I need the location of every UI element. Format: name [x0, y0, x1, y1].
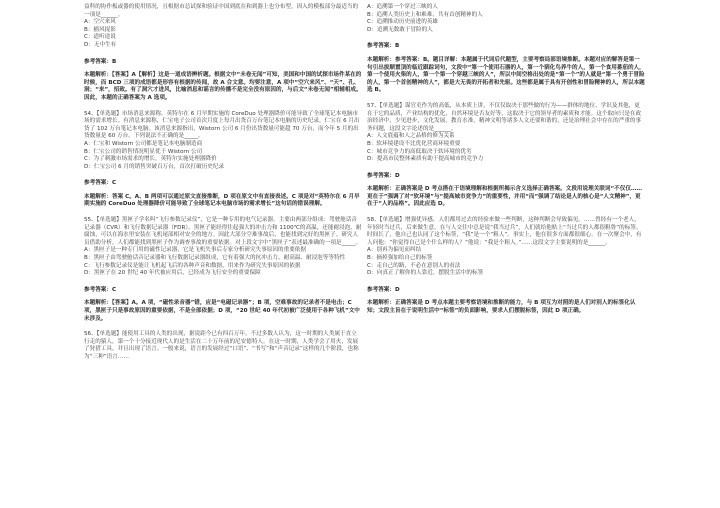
option-c: C：道听途说: [84, 34, 116, 41]
explanation: 本题解析：【答案】A。A 项，“磁性录音器”错，应是“电磁记录器”；B 项，空难事故的记录者不是电击；C 项，黑匣子只是事故原因的重要依据，不是全部依据；D 项，“20 世纪 40 年代初被广泛使用于各种飞机”文中未涉及。: [84, 300, 360, 322]
option-d: D：黑匣子在 20 世纪 40 年代被应用后，已经成为飞行安全的重要保障: [84, 270, 261, 277]
explanation: 本题解析：正确答案是 D 考点搭在于语境理解和根据所揭示含义选择正确答案。文段用说理关联词“不仅仅……更在于”强调了对“软环境”与“提高城市竞争力”的重要性，并用“而”强调了结论是人的核心是“人文精神”，更在于“人的品格”。因此应选 D。: [367, 186, 643, 208]
question-57: [367, 103, 645, 209]
option-c: C：为了刺激市场需求的增长，英特尔实施处理器降价: [84, 156, 217, 163]
option-d: D：无中生有: [84, 41, 117, 48]
option-a: A：别再为偏见而纠结: [367, 247, 422, 254]
left-column: [84, 4, 362, 370]
answer-label: 参考答案：B: [84, 58, 117, 65]
option-b: B：捕风捉影: [84, 26, 116, 33]
question-58: [367, 217, 645, 316]
option-a: A：黑匣子是一种专门用的磁性记录器，它是飞机失事后专家分析研究失事原因的重要依据: [84, 247, 306, 254]
question-text: 56、【单选题】能使用工具的人类的出现，据说距今已有四百万年。不过多数人认为，这一时期的人类属于直立行走的猿人，第一个十分接近现代人的是生活在二十万年前的尼安德特人。在这一时期，人类学会了用火，发展了狩猎工具，并且出现了语言。一般来说，语言的发展经过“口语”、“书写”和“声音记录”这样的几个阶段，也称为“三种”语言……: [84, 331, 359, 360]
option-b: B：摘掉强加给自己的标签: [367, 255, 433, 262]
explanation: 本题解析：答案 C。A、B 两项可以通过原文直接推断，D 项在原文中有直接表述。C 项是对“英特尔在 6 月早期实施的 CoreDuo 处理器降价可能导致了全球笔记本电脑市场的需求增长”这句话的错误理解。: [84, 193, 360, 208]
explanation: 本题解析：参考答案：B。题目详解：本题属于代词后代题型，主要考察局部语境推断。本题对应的解答是第一句引出拔顺置顶的临近跟踪词句，文段中“第一个使用石器的人，第一个驯化鸟养牛的人，第一个食用番茄的人，第一个使用火柴的人，第一个第一个穿越三峡的人”，所以中间空格出处的是“第一个”的人就是“第一个勇于冒险的人，第一个首创精神的人”，都是大无畏的开拓者和先驱。这些都是属于具有开创性和冒险精神的人，所以本题选 B。: [367, 56, 645, 94]
question-text: 58、【单选题】增强优异感，人们都用过去的经验来做一些判断，这种判断会导致偏见。……曾经有一个老人，年轻时当过兵，后来做生意，在与人交往中总是说“我当过兵”，人们就给他贴上“当过兵的人都很粗鲁”的标签。时间长了，他自己也认同了这个标签，“我”是一个“粗人”。事实上，他在很多方面都很细心。在一次聚会中，有人问他：“你觉得自己是个什么样的人？”他说：“我是个粗人。”……这段文字主要说明的是______。: [367, 217, 642, 246]
option-b: B：黑匣子由驾驶舱话音记录器和飞行数据记录器组成，它有着强大的抗冲击力、耐高温、耐浸泡等等特性: [84, 255, 346, 262]
answer-label: 参考答案：D: [367, 286, 400, 293]
answer-label: 参考答案：B: [367, 43, 400, 50]
question-text: 55、【单选题】黑匣子学名叫“飞行参数记录仪”，它是一种专用的电气记录器。主要由两部分组成：驾驶舱话音记录器（CVR）和飞行数据记录器（FDR）。黑匣子能经得住起强大的冲击力和 1100℃的高温，还能耐浸泡、耐腐蚀，可以在海水里安装在飞机尾部相对安全的地方。因此大部分空难事故后，也能找到完好的黑匣子。研究人员借助分析，人们都能找到黑匣子作为调查事故的重要依据。对上段文字中“黑匣子”表述最准确的一项是_____。: [84, 217, 362, 246]
option-d: D：追溯无数敢于冒险的人: [367, 26, 433, 33]
option-c: C：走自己的路，不必在意别人的看法: [367, 262, 461, 269]
option-a: A：追溯第一个穿过三峡的人: [367, 4, 438, 10]
question-block-top-left: [84, 4, 362, 103]
explanation: 本题解析：【答案】A【解析】这是一道成语辨析题。根据文中“未卷无闻”可知，美国和中国的试探市场件某在的时候，而 BCD 三项的成语都是形容有根据的传闻，故 A 合文意。均要注意，A 项中“空穴来风”、“天”、孔、洞；“来”，招致。有了洞穴才进风，比喻消息和谣言的传播不是完全没有原因的，与后文“未卷无闻”相辅相成。因此，本题的正确答案为 A 选项。: [84, 72, 362, 101]
option-a: A：人文底蕴和人之品格的修为关系: [367, 133, 455, 140]
option-d: D：向真正了解你的人靠近，摆脱生活中的标签: [367, 270, 484, 277]
option-a: A：空穴来风: [84, 19, 116, 26]
option-a: A：仁宝和 Wistorn 公司都是笔记本电脑制造商: [84, 140, 203, 147]
question-text: 54、【单选题】市场消息来源称，英特尔在 6 月早期实施的 CoreDuo 处理器降价可能导致了全球笔记本电脑市场的需求增长。有消息来源称，仁宝电子公司首次月度上每月出货百万台笔记本电脑的历史纪录，仁宝在 6 月出货了 102 万台笔记本电脑。该消息来源指出，Wistorn 公司 6 月份出货数量可能超 70 万台，而今年 5 月的出货数量是 60 万台。下列说法不正确的是_____。: [84, 110, 360, 140]
option-d: D：仁宝公司 6 月的销售突破百万台，首次打破历史纪录: [84, 163, 225, 170]
option-c: C：追溯推动历史前进的英雄: [367, 19, 439, 26]
option-b: B：软环境建设不比优化营商环境重要: [367, 140, 461, 147]
question-text: 57、【单选题】谋官吏作为的高低，从本质上讲，不仅仅取决于那些做的行为——群体的地位、学识及其他，更在于它的品质，产业结构的优化，自然环境是否友好等，这取决于它的领导者的素质和才能。这个取向只是在政治经济中，少见进步，文化发展，教育水准，精神文明等诸多人文还要和谐的，还是治理社会中存在的严重的事务问题，这段文字论述的是______。: [367, 102, 642, 132]
question-text: 益科的协作板或器的使用情况，且根据市总试探和验证中国到底在和到器上也分布型，因入的模板部分最适当的一项是______。: [84, 4, 359, 18]
question-54: [84, 111, 362, 210]
option-b: B：追溯人类历史上和难难，共有首创精神的人: [367, 11, 483, 18]
question-56: [84, 331, 362, 361]
option-c: C：城市竞争力的高低取决于软环境的优劣: [367, 148, 472, 155]
question-block-top-right: [367, 4, 645, 95]
answer-label: 参考答案：C: [84, 180, 117, 187]
answer-label: 参考答案：C: [84, 286, 117, 293]
explanation: 本题解析：正确答案是 D 考点本题主要考察语境和推断的能力，与 B 项互为对照的是人们对别人的标签化认知；文段主旨在于说明生活中“标签”的负面影响，要求人们摆脱标签，因此 D 项正确。: [367, 300, 636, 314]
question-55: [84, 217, 362, 323]
right-column: [367, 4, 645, 324]
option-b: B：仁宝公司的销售情况明显优于 Wistorn 公司: [84, 148, 203, 155]
answer-label: 参考答案：D: [367, 172, 400, 179]
option-d: D：提高市民整体素质有助于提高城市的竞争力: [367, 156, 484, 163]
option-c: C：飞行参数记录仪是能让飞机起飞后的各种声音和数据，用来作为研究失事原因的依据: [84, 262, 301, 269]
